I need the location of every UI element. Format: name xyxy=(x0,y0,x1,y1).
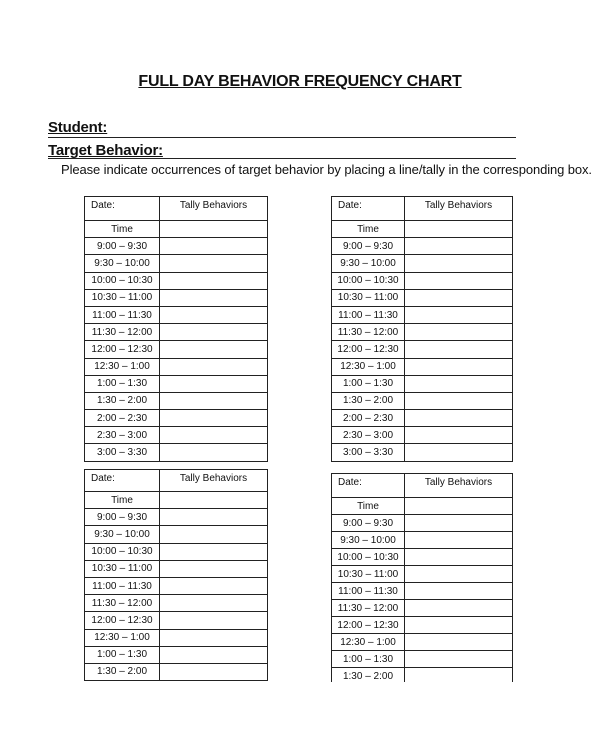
time-slot: 11:00 – 11:30 xyxy=(332,583,405,600)
time-slot: 2:30 – 3:00 xyxy=(85,427,160,444)
tally-cell[interactable] xyxy=(160,375,268,392)
tally-cell[interactable] xyxy=(405,566,513,583)
table-row xyxy=(332,634,513,651)
table-row xyxy=(85,526,268,543)
time-slot: 10:30 – 11:00 xyxy=(85,289,160,306)
tally-cell[interactable] xyxy=(405,583,513,600)
behavior-table-2 xyxy=(331,196,513,462)
time-slot: 11:00 – 11:30 xyxy=(85,306,160,323)
tally-cell[interactable] xyxy=(405,532,513,549)
table-header-row xyxy=(332,474,513,498)
tally-cell[interactable] xyxy=(405,255,513,272)
time-slot: 12:30 – 1:00 xyxy=(332,634,405,651)
tally-cell[interactable] xyxy=(405,341,513,358)
time-slot: 10:30 – 11:00 xyxy=(85,560,160,577)
tally-cell[interactable] xyxy=(160,341,268,358)
time-slot: 9:30 – 10:00 xyxy=(332,255,405,272)
table-row xyxy=(332,549,513,566)
time-slot: 11:30 – 12:00 xyxy=(85,595,160,612)
tally-cell[interactable] xyxy=(405,444,513,461)
time-slot: 1:30 – 2:00 xyxy=(332,392,405,409)
table-row xyxy=(332,515,513,532)
tally-cell[interactable] xyxy=(405,634,513,651)
time-slot: 12:30 – 1:00 xyxy=(85,629,160,646)
time-slot: 12:00 – 12:30 xyxy=(85,341,160,358)
behavior-table-3 xyxy=(84,469,268,681)
table-row xyxy=(85,509,268,526)
table-row xyxy=(85,595,268,612)
tally-cell[interactable] xyxy=(405,358,513,375)
table-row xyxy=(85,238,268,255)
instructions: Please indicate occurrences of target behavior by placing a line/tally in the corresponding box. xyxy=(61,162,592,177)
table-row xyxy=(332,392,513,409)
time-slot: 10:00 – 10:30 xyxy=(332,549,405,566)
table-row xyxy=(85,577,268,594)
time-slot: 2:30 – 3:00 xyxy=(332,427,405,444)
table-row xyxy=(332,272,513,289)
time-header-row xyxy=(332,498,513,515)
tally-cell[interactable] xyxy=(160,577,268,594)
table-header-row xyxy=(85,197,268,221)
tally-cell[interactable] xyxy=(160,410,268,427)
student-label: Student: xyxy=(48,119,108,136)
table-row xyxy=(85,306,268,323)
table-row xyxy=(85,427,268,444)
time-slot: 9:00 – 9:30 xyxy=(85,509,160,526)
table-row xyxy=(332,375,513,392)
tally-cell[interactable] xyxy=(405,600,513,617)
table-row xyxy=(332,341,513,358)
time-slot: 9:30 – 10:00 xyxy=(85,526,160,543)
tally-cell[interactable] xyxy=(160,358,268,375)
tally-cell[interactable] xyxy=(160,238,268,255)
table-header-row xyxy=(85,470,268,492)
tally-cell[interactable] xyxy=(405,238,513,255)
time-slot: 9:30 – 10:00 xyxy=(332,532,405,549)
page-cutoff xyxy=(0,682,600,730)
tally-cell[interactable] xyxy=(405,410,513,427)
table-row xyxy=(85,324,268,341)
tally-cell[interactable] xyxy=(160,306,268,323)
time-slot: 1:30 – 2:00 xyxy=(85,392,160,409)
time-slot: 3:00 – 3:30 xyxy=(332,444,405,461)
table-row xyxy=(85,612,268,629)
time-slot: 10:30 – 11:00 xyxy=(332,289,405,306)
time-slot: 11:00 – 11:30 xyxy=(332,306,405,323)
tally-cell[interactable] xyxy=(160,543,268,560)
tally-cell[interactable] xyxy=(160,629,268,646)
time-slot: 10:00 – 10:30 xyxy=(85,543,160,560)
time-column-header: Time xyxy=(85,221,160,238)
time-slot: 11:00 – 11:30 xyxy=(85,577,160,594)
table-row xyxy=(332,532,513,549)
table-row xyxy=(332,289,513,306)
table-row xyxy=(85,392,268,409)
tally-cell[interactable] xyxy=(405,392,513,409)
student-line[interactable] xyxy=(48,137,516,138)
time-slot: 9:00 – 9:30 xyxy=(332,515,405,532)
table-row xyxy=(85,289,268,306)
time-slot: 2:00 – 2:30 xyxy=(85,410,160,427)
table-row xyxy=(332,651,513,668)
time-slot: 9:00 – 9:30 xyxy=(332,238,405,255)
time-column-header: Time xyxy=(332,221,405,238)
table-row xyxy=(332,617,513,634)
behavior-table-1 xyxy=(84,196,268,462)
table-row xyxy=(85,629,268,646)
tally-cell[interactable] xyxy=(160,272,268,289)
time-slot: 10:30 – 11:00 xyxy=(332,566,405,583)
table-row xyxy=(332,444,513,461)
time-slot: 1:00 – 1:30 xyxy=(85,646,160,663)
tally-cell[interactable] xyxy=(160,526,268,543)
time-slot: 10:00 – 10:30 xyxy=(332,272,405,289)
tally-cell[interactable] xyxy=(160,444,268,461)
tally-cell[interactable] xyxy=(405,306,513,323)
table-row xyxy=(332,255,513,272)
table-row xyxy=(85,255,268,272)
table-row xyxy=(332,238,513,255)
tally-cell[interactable] xyxy=(405,375,513,392)
tally-cell[interactable] xyxy=(405,498,513,515)
time-slot: 9:30 – 10:00 xyxy=(85,255,160,272)
target-behavior-line[interactable] xyxy=(48,158,516,159)
time-slot: 12:00 – 12:30 xyxy=(332,341,405,358)
table-row xyxy=(332,306,513,323)
tally-cell[interactable] xyxy=(160,324,268,341)
table-row xyxy=(85,560,268,577)
table-row xyxy=(85,341,268,358)
tally-cell[interactable] xyxy=(160,289,268,306)
time-column-header: Time xyxy=(332,498,405,515)
table-row xyxy=(85,646,268,663)
tally-cell[interactable] xyxy=(160,560,268,577)
date-label[interactable]: Date: xyxy=(332,474,405,498)
table-header-row xyxy=(332,197,513,221)
table-row xyxy=(85,272,268,289)
time-slot: 2:00 – 2:30 xyxy=(332,410,405,427)
tally-behaviors-header: Tally Behaviors xyxy=(160,197,268,221)
table-row xyxy=(85,663,268,680)
tally-cell[interactable] xyxy=(160,221,268,238)
tally-cell[interactable] xyxy=(405,515,513,532)
time-slot: 3:00 – 3:30 xyxy=(85,444,160,461)
time-slot: 12:00 – 12:30 xyxy=(332,617,405,634)
time-slot: 11:30 – 12:00 xyxy=(332,324,405,341)
behavior-table-4 xyxy=(331,473,513,685)
time-slot: 12:30 – 1:00 xyxy=(332,358,405,375)
tally-cell[interactable] xyxy=(160,492,268,509)
date-label[interactable]: Date: xyxy=(85,197,160,221)
time-slot: 11:30 – 12:00 xyxy=(85,324,160,341)
table-row xyxy=(332,600,513,617)
table-row xyxy=(85,358,268,375)
tally-cell[interactable] xyxy=(405,617,513,634)
tally-cell[interactable] xyxy=(405,549,513,566)
table-row xyxy=(332,427,513,444)
time-slot: 1:30 – 2:00 xyxy=(332,668,405,685)
tally-cell[interactable] xyxy=(405,651,513,668)
time-slot: 12:30 – 1:00 xyxy=(85,358,160,375)
tally-cell[interactable] xyxy=(160,612,268,629)
tally-cell[interactable] xyxy=(405,427,513,444)
time-header-row xyxy=(332,221,513,238)
time-slot: 1:00 – 1:30 xyxy=(332,651,405,668)
tally-cell[interactable] xyxy=(405,221,513,238)
table-row xyxy=(332,566,513,583)
tally-cell[interactable] xyxy=(160,663,268,680)
time-slot: 10:00 – 10:30 xyxy=(85,272,160,289)
time-column-header: Time xyxy=(85,492,160,509)
time-slot: 11:30 – 12:00 xyxy=(332,600,405,617)
time-slot: 1:00 – 1:30 xyxy=(85,375,160,392)
time-slot: 12:00 – 12:30 xyxy=(85,612,160,629)
table-row xyxy=(85,410,268,427)
table-row xyxy=(332,358,513,375)
tally-cell[interactable] xyxy=(160,427,268,444)
tally-behaviors-header: Tally Behaviors xyxy=(405,474,513,498)
table-row xyxy=(85,444,268,461)
tally-cell[interactable] xyxy=(160,392,268,409)
tally-cell[interactable] xyxy=(160,509,268,526)
target-behavior-label: Target Behavior: xyxy=(48,142,163,159)
table-row xyxy=(85,543,268,560)
table-row xyxy=(85,375,268,392)
time-slot: 9:00 – 9:30 xyxy=(85,238,160,255)
time-slot: 1:00 – 1:30 xyxy=(332,375,405,392)
tally-cell[interactable] xyxy=(160,595,268,612)
tally-cell[interactable] xyxy=(160,646,268,663)
tally-cell[interactable] xyxy=(405,289,513,306)
time-slot: 1:30 – 2:00 xyxy=(85,663,160,680)
tally-cell[interactable] xyxy=(160,255,268,272)
document-title: FULL DAY BEHAVIOR FREQUENCY CHART xyxy=(138,73,462,90)
table-row xyxy=(332,583,513,600)
tally-behaviors-header: Tally Behaviors xyxy=(405,197,513,221)
table-row xyxy=(332,410,513,427)
tally-behaviors-header: Tally Behaviors xyxy=(160,470,268,492)
date-label[interactable]: Date: xyxy=(85,470,160,492)
tally-cell[interactable] xyxy=(405,324,513,341)
time-header-row xyxy=(85,492,268,509)
tally-cell[interactable] xyxy=(405,272,513,289)
date-label[interactable]: Date: xyxy=(332,197,405,221)
table-row xyxy=(332,324,513,341)
time-header-row xyxy=(85,221,268,238)
